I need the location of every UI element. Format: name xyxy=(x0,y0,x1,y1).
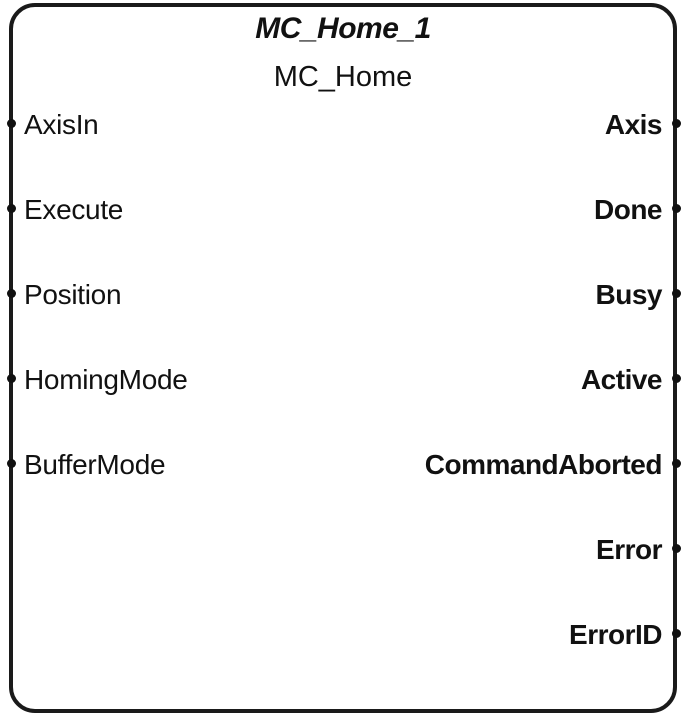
input-pin-label: Position xyxy=(24,278,122,310)
input-pin-execute[interactable] xyxy=(20,192,123,226)
output-pin-active[interactable] xyxy=(581,362,666,396)
input-connector-dot[interactable] xyxy=(7,459,16,468)
input-pin-label: BufferMode xyxy=(24,448,166,480)
input-pin-position[interactable] xyxy=(20,277,121,311)
input-connector-dot[interactable] xyxy=(7,204,16,213)
output-pin-label: ErrorID xyxy=(569,618,662,650)
input-pin-label: AxisIn xyxy=(24,108,99,140)
output-pin-label: Busy xyxy=(595,278,662,310)
input-pin-axisin[interactable] xyxy=(20,107,98,141)
input-connector-dot[interactable] xyxy=(7,289,16,298)
output-pin-busy[interactable] xyxy=(596,277,666,311)
input-pin-buffermode[interactable] xyxy=(20,447,165,481)
output-connector-dot[interactable] xyxy=(672,289,681,298)
output-connector-dot[interactable] xyxy=(672,204,681,213)
output-connector-dot[interactable] xyxy=(672,119,681,128)
instance-name: MC_Home_1 xyxy=(255,12,431,45)
output-pin-label: CommandAborted xyxy=(424,448,662,480)
output-pin-commandaborted[interactable] xyxy=(425,447,666,481)
input-pin-homingmode[interactable] xyxy=(20,362,188,396)
output-connector-dot[interactable] xyxy=(672,374,681,383)
output-pin-label: Error xyxy=(596,533,662,565)
output-pin-done[interactable] xyxy=(594,192,666,226)
output-pin-axis[interactable] xyxy=(605,107,666,141)
output-connector-dot[interactable] xyxy=(672,459,681,468)
output-connector-dot[interactable] xyxy=(672,544,681,553)
input-pin-label: Execute xyxy=(24,193,124,225)
input-connector-dot[interactable] xyxy=(7,119,16,128)
block-type-name: MC_Home xyxy=(273,61,413,93)
output-pin-label: Done xyxy=(594,193,662,225)
input-connector-dot[interactable] xyxy=(7,374,16,383)
output-pin-error[interactable] xyxy=(596,532,666,566)
output-connector-dot[interactable] xyxy=(672,629,681,638)
input-pin-label: HomingMode xyxy=(24,363,188,395)
function-block[interactable] xyxy=(9,3,677,713)
output-pin-label: Axis xyxy=(604,108,662,140)
output-pin-label: Active xyxy=(580,363,662,395)
output-pin-errorid[interactable] xyxy=(569,617,666,651)
